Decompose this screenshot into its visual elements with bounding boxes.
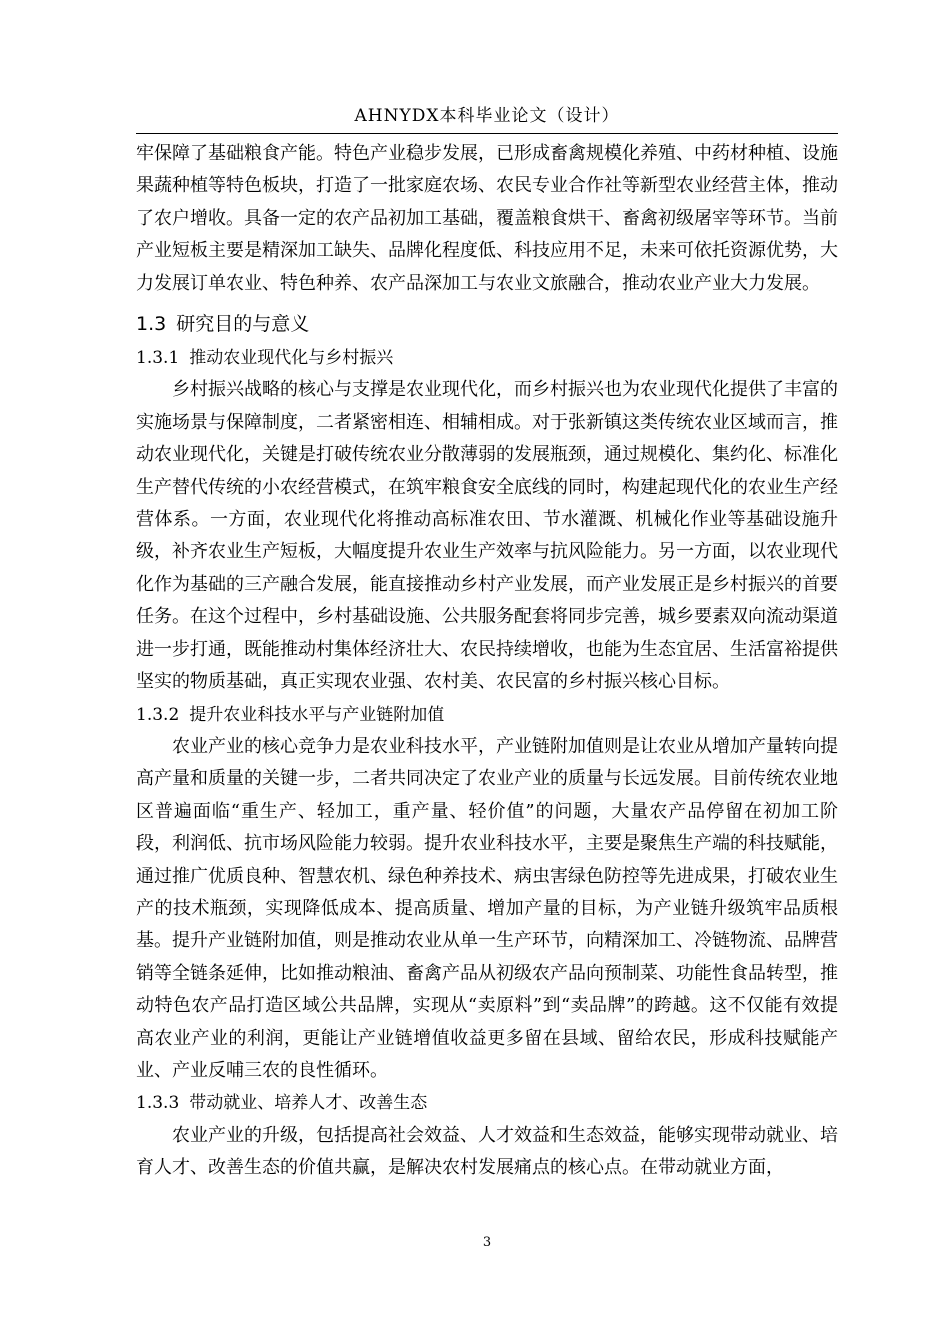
- section-number: 1.3: [136, 313, 167, 336]
- subsection-number: 1.3.3: [136, 1093, 180, 1114]
- subsection-heading-1-3-3: [136, 1087, 838, 1119]
- header-rule: [136, 133, 838, 134]
- intro-paragraph: 牢保障了基础粮食产能。特色产业稳步发展，已形成畜禽规模化养殖、中药材种植、设施果蔬种植等特色板块，打造了一批家庭农场、农民专业合作社等新型农业经营主体，推动了农户增收。具备一定的农产品初加工基础，覆盖粮食烘干、畜禽初级屠宰等环节。当前产业短板主要是精深加工缺失、品牌化程度低、科技应用不足，未来可依托资源优势，大力发展订单农业、特色种养、农产品深加工与农业文旅融合，推动农业产业大力发展。: [136, 143, 838, 294]
- subsection-heading-1-3-2: [136, 699, 838, 731]
- subsection-number: 1.3.1: [136, 348, 180, 369]
- subsection-title: 带动就业、培养人才、改善生态: [189, 1093, 428, 1114]
- subsection-heading-1-3-1: [136, 342, 838, 374]
- paragraph-1-3-1: 乡村振兴战略的核心与支撑是农业现代化，而乡村振兴也为农业现代化提供了丰富的实施场景与保障制度，二者紧密相连、相辅相成。对于张新镇这类传统农业区域而言，推动农业现代化，关键是打破传统农业分散薄弱的发展瓶颈，通过规模化、集约化、标准化生产替代传统的小农经营模式，在筑牢粮食安全底线的同时，构建起现代化的农业生产经营体系。一方面，农业现代化将推动高标准农田、节水灌溉、机械化作业等基础设施升级，补齐农业生产短板，大幅度提升农业生产效率与抗风险能力。另一方面，以农业现代化作为基础的三产融合发展，能直接推动乡村产业发展，而产业发展正是乡村振兴的首要任务。在这个过程中，乡村基础设施、公共服务配套将同步完善，城乡要素双向流动渠道进一步打通，既能推动村集体经济壮大、农民持续增收，也能为生态宜居、生活富裕提供坚实的物质基础，真正实现农业强、农村美、农民富的乡村振兴核心目标。: [136, 379, 838, 693]
- section-title: 研究目的与意义: [176, 313, 310, 336]
- paragraph-1-3-3: 农业产业的升级，包括提高社会效益、人才效益和生态效益，能够实现带动就业、培育人才、改善生态的价值共赢，是解决农村发展痛点的核心点。在带动就业方面，: [136, 1124, 838, 1179]
- subsection-title: 提升农业科技水平与产业链附加值: [189, 704, 445, 725]
- paragraph-1-3-2: 农业产业的核心竞争力是农业科技水平，产业链附加值则是让农业从增加产量转向提高产量和质量的关键一步，二者共同决定了农业产业的质量与长远发展。目前传统农业地区普遍面临“重生产、轻加工，重产量、轻价值”的问题，大量农产品停留在初加工阶段，利润低、抗市场风险能力较弱。提升农业科技水平，主要是聚焦生产端的科技赋能，通过推广优质良种、智慧农机、绿色种养技术、病虫害绿色防控等先进成果，打破农业生产的技术瓶颈，实现降低成本、提高质量、增加产量的目标，为产业链升级筑牢品质根基。提升产业链附加值，则是推动农业从单一生产环节，向精深加工、冷链物流、品牌营销等全链条延伸，比如推动粮油、畜禽产品从初级农产品向预制菜、功能性食品转型，推动特色农产品打造区域公共品牌，实现从“卖原料”到“卖品牌”的跨越。这不仅能有效提高农业产业的利润，更能让产业链增值收益更多留在县域、留给农民，形成科技赋能产业、产业反哺三农的良性循环。: [136, 735, 838, 1081]
- subsection-title: 推动农业现代化与乡村振兴: [189, 348, 394, 369]
- page-number: 3: [482, 1235, 492, 1250]
- section-heading-1-3: [136, 308, 838, 340]
- subsection-number: 1.3.2: [136, 704, 180, 725]
- body-text: [136, 138, 838, 1185]
- running-header-title: AHNYDX本科毕业论文（设计）: [354, 106, 620, 126]
